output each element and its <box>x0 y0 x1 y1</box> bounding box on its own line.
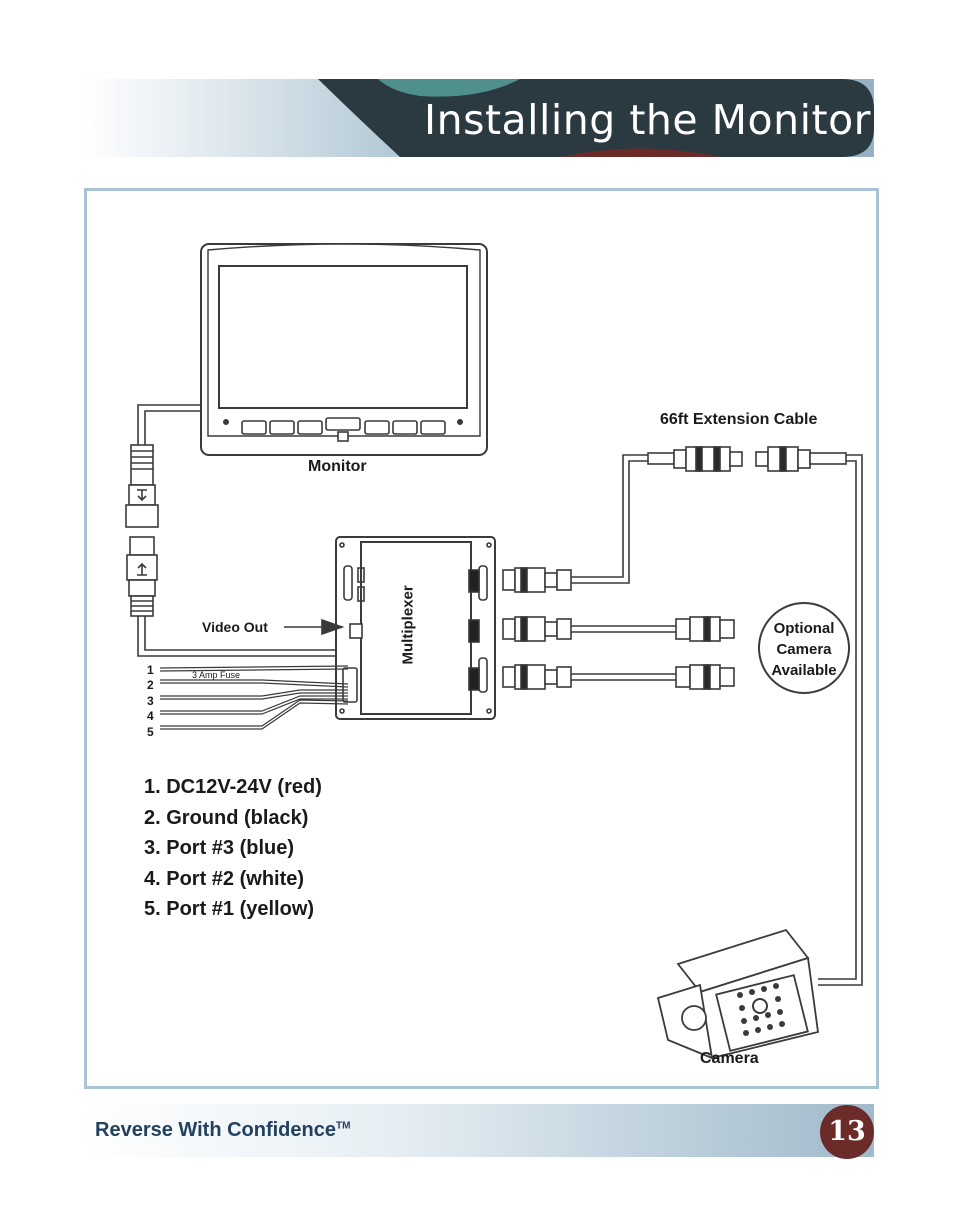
rca-connector-port-2 <box>503 617 571 641</box>
wire-legend <box>144 772 322 925</box>
trademark-mark: TM <box>336 1120 351 1132</box>
extension-cable-connectors <box>648 447 862 985</box>
rca-connectors-left <box>503 568 571 689</box>
wire-number: 3 <box>147 694 154 708</box>
extension-cable-label: 66ft Extension Cable <box>660 411 818 428</box>
monitor-label: Monitor <box>308 458 367 475</box>
multiplexer-plug-connector <box>127 537 157 616</box>
wire-number: 1 <box>147 663 154 677</box>
monitor-illustration <box>201 244 487 455</box>
optional-camera-cables <box>571 617 734 689</box>
rca-connector-port-3 <box>503 665 571 689</box>
video-out-arrow <box>284 620 342 634</box>
page-number-badge: 13 <box>820 1105 874 1159</box>
camera-illustration <box>658 930 818 1058</box>
legend-item: 2. Ground (black) <box>144 806 309 829</box>
optional-camera-line: Optional <box>773 620 835 637</box>
monitor-plug-connector <box>126 445 158 527</box>
tagline-text: Reverse With Confidence <box>95 1119 336 1141</box>
rca-connector-port-1 <box>503 568 571 592</box>
fuse-label: 3 Amp Fuse <box>192 670 241 680</box>
extension-feed-cable <box>571 455 648 583</box>
wire-number: 2 <box>147 678 154 692</box>
legend-item: 3. Port #3 (blue) <box>144 837 295 859</box>
legend-item: 4. Port #2 (white) <box>144 867 305 890</box>
wire-number: 4 <box>147 709 154 723</box>
footer-tagline <box>95 1119 350 1142</box>
optional-camera-line: Camera <box>776 641 832 658</box>
wire-number: 5 <box>147 725 154 739</box>
optional-camera-line: Available <box>771 662 837 679</box>
legend-item: 1. DC12V-24V (red) <box>144 776 322 798</box>
power-wires <box>160 666 348 729</box>
video-out-label: Video Out <box>202 619 268 635</box>
camera-label: Camera <box>700 1050 759 1067</box>
legend-item: 5. Port #1 (yellow) <box>144 898 315 920</box>
multiplexer-label: Multiplexer <box>399 585 417 665</box>
page-title: Installing the Monitor <box>424 96 872 144</box>
